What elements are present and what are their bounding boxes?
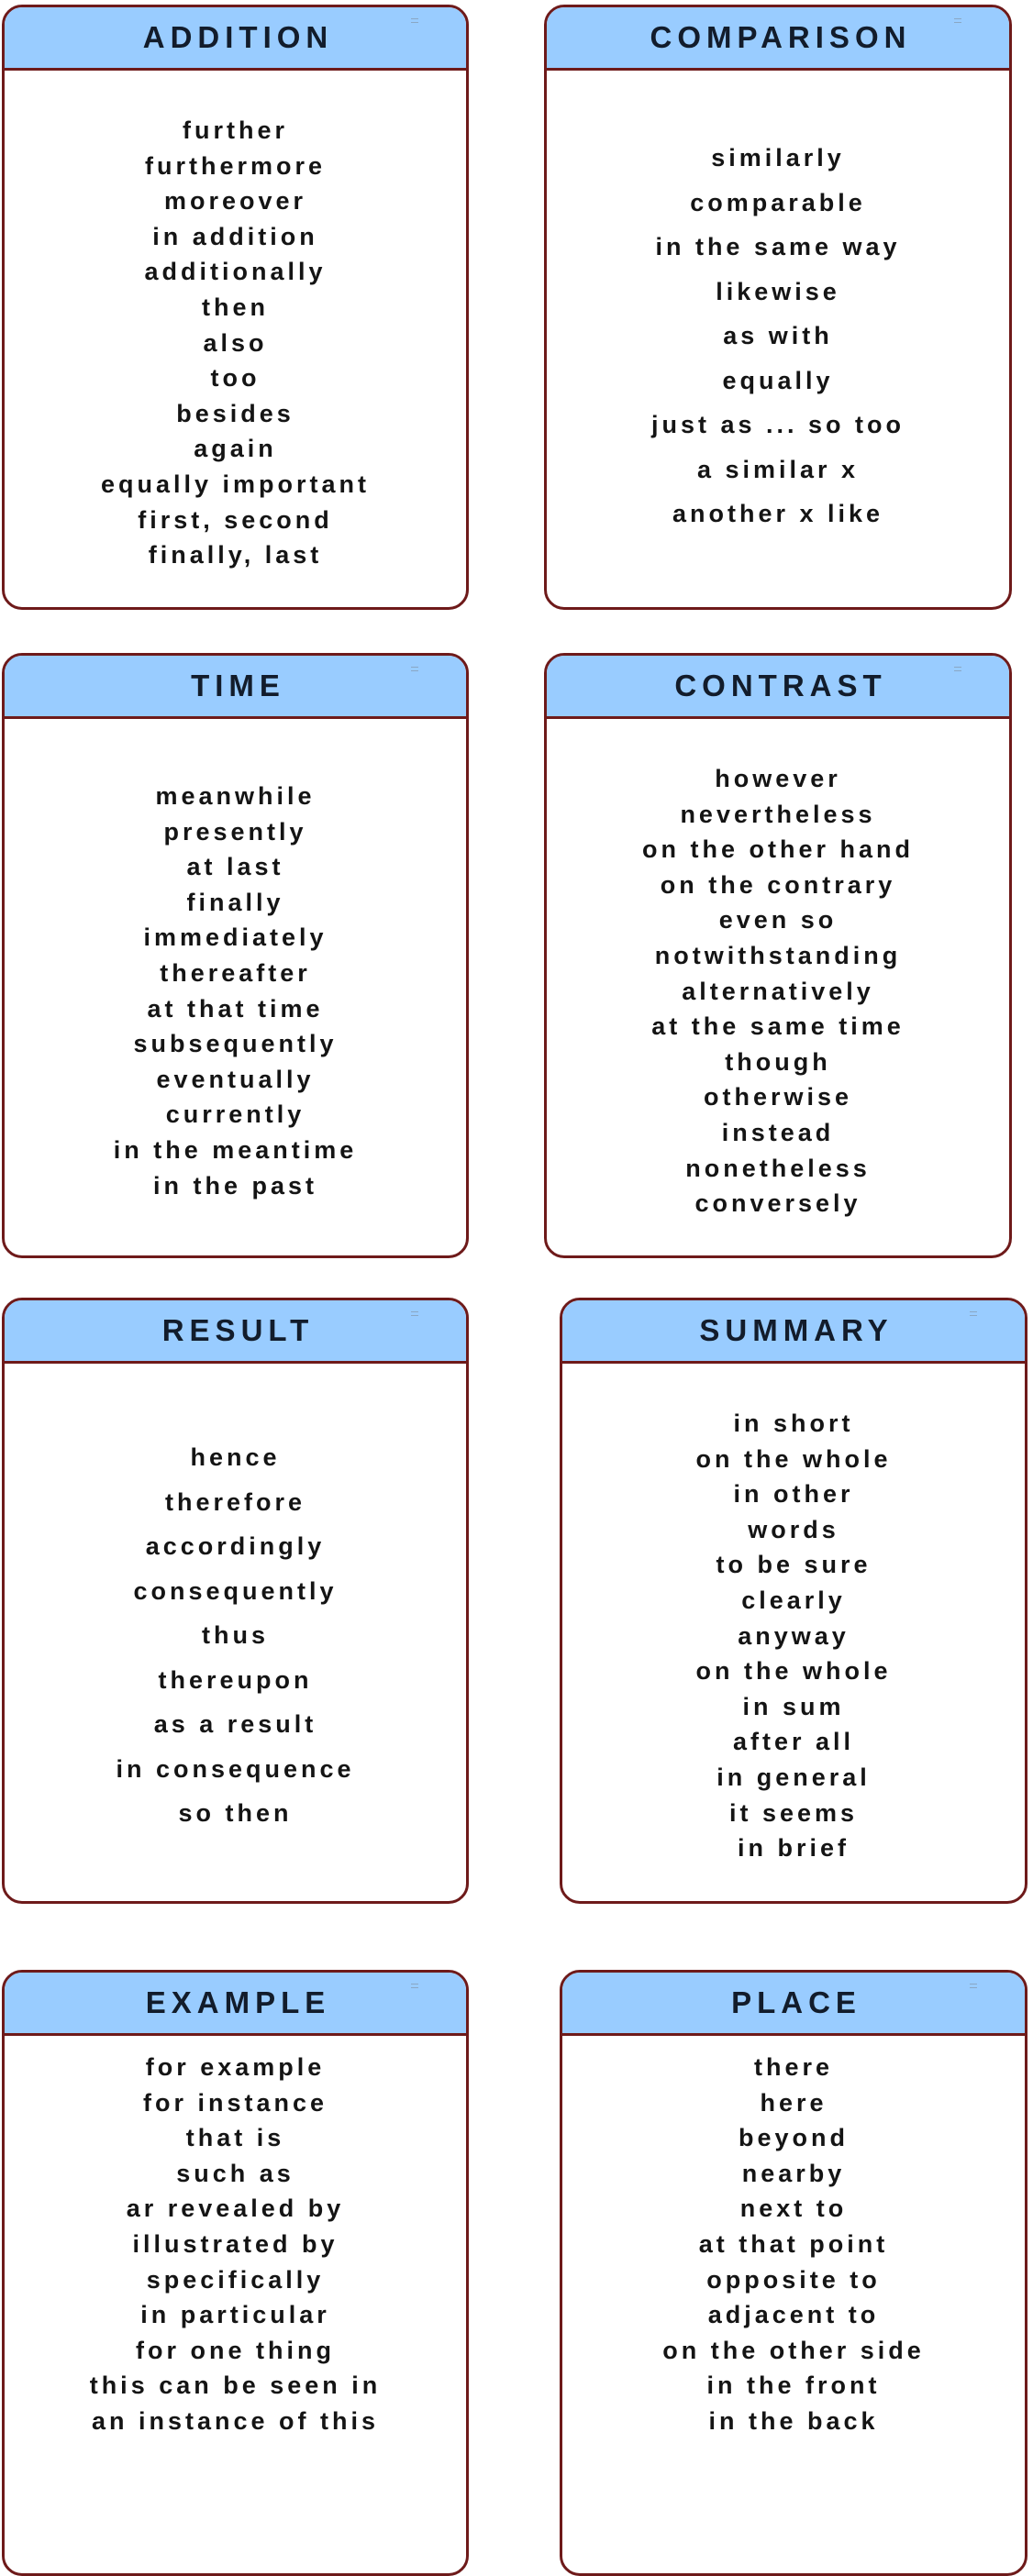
term: further bbox=[183, 116, 288, 144]
term-list bbox=[5, 779, 466, 1203]
card-time bbox=[2, 653, 469, 1258]
term: nearby bbox=[741, 2159, 846, 2187]
term: for one thing bbox=[136, 2336, 335, 2364]
term: at the same time bbox=[651, 1012, 905, 1041]
term: immediately bbox=[143, 923, 328, 952]
term: accordingly bbox=[145, 1532, 326, 1560]
term: notwithstanding bbox=[654, 941, 902, 969]
term: at that point bbox=[698, 2229, 889, 2258]
term: clearly bbox=[741, 1586, 846, 1614]
term-list bbox=[5, 2050, 466, 2439]
term: specifically bbox=[146, 2265, 325, 2294]
term: this can be seen in bbox=[89, 2371, 382, 2400]
term: an instance of this bbox=[91, 2406, 380, 2435]
term: moreover bbox=[163, 187, 307, 216]
term: alternatively bbox=[682, 977, 874, 1005]
term: on the other hand bbox=[642, 835, 914, 864]
term: for example bbox=[145, 2053, 326, 2081]
term-list bbox=[5, 1435, 466, 1836]
term: after all bbox=[732, 1728, 855, 1756]
card-header bbox=[5, 1973, 466, 2036]
corner-mark-icon bbox=[411, 667, 418, 671]
term: there bbox=[753, 2053, 834, 2081]
term: on the whole bbox=[695, 1657, 892, 1686]
term: here bbox=[760, 2088, 828, 2117]
card-addition bbox=[2, 5, 469, 610]
term: furthermore bbox=[144, 151, 327, 180]
card-header bbox=[562, 1300, 1025, 1364]
term: at last bbox=[186, 853, 284, 881]
term: at that time bbox=[147, 994, 324, 1023]
corner-mark-icon bbox=[970, 1311, 977, 1316]
term: in addition bbox=[152, 222, 318, 250]
card-place bbox=[560, 1970, 1027, 2576]
card-title: TIME bbox=[191, 669, 285, 702]
term: just as ... so too bbox=[650, 411, 905, 438]
corner-mark-icon bbox=[954, 667, 961, 671]
term: that is bbox=[185, 2124, 285, 2152]
term: in the meantime bbox=[113, 1135, 358, 1164]
term: besides bbox=[176, 399, 294, 427]
term: nonetheless bbox=[685, 1154, 871, 1182]
term: in consequence bbox=[116, 1754, 355, 1783]
term: equally bbox=[722, 366, 834, 394]
term: words bbox=[748, 1515, 839, 1543]
term: thereupon bbox=[158, 1665, 313, 1694]
term: in particular bbox=[140, 2301, 330, 2329]
card-title: RESULT bbox=[161, 1313, 315, 1347]
card-title: EXAMPLE bbox=[145, 1985, 331, 2019]
term: again bbox=[194, 435, 277, 463]
term: in brief bbox=[737, 1834, 850, 1863]
corner-mark-icon bbox=[970, 1984, 977, 1988]
term: additionally bbox=[144, 258, 327, 286]
term: equally important bbox=[100, 470, 371, 498]
term: conversely bbox=[694, 1189, 861, 1218]
term: a similar x bbox=[696, 455, 860, 483]
term: in general bbox=[716, 1763, 871, 1791]
card-title: PLACE bbox=[731, 1985, 861, 2019]
term: similarly bbox=[711, 144, 845, 171]
term-list bbox=[562, 2050, 1025, 2439]
term: too bbox=[210, 364, 261, 392]
term: as a result bbox=[153, 1710, 317, 1738]
term: adjacent to bbox=[707, 2301, 880, 2329]
card-title: COMPARISON bbox=[650, 20, 912, 54]
term: another x like bbox=[672, 500, 884, 527]
term: beyond bbox=[738, 2124, 849, 2152]
term: next to bbox=[739, 2195, 848, 2223]
term: meanwhile bbox=[155, 782, 316, 810]
card-header bbox=[5, 1300, 466, 1364]
term-list bbox=[547, 761, 1009, 1222]
term: thereafter bbox=[160, 958, 311, 987]
term: subsequently bbox=[133, 1030, 338, 1058]
card-header bbox=[5, 7, 466, 71]
term: illustrated by bbox=[132, 2229, 339, 2258]
term: in the back bbox=[708, 2406, 879, 2435]
term: in other bbox=[733, 1480, 854, 1509]
term: opposite to bbox=[706, 2265, 881, 2294]
card-title: SUMMARY bbox=[699, 1313, 894, 1347]
card-result bbox=[2, 1298, 469, 1904]
corner-mark-icon bbox=[411, 1311, 418, 1316]
term: anyway bbox=[738, 1621, 850, 1650]
term: though bbox=[725, 1047, 831, 1076]
term: for instance bbox=[142, 2088, 328, 2117]
term: nevertheless bbox=[680, 800, 876, 828]
corner-mark-icon bbox=[954, 18, 961, 23]
card-contrast bbox=[544, 653, 1012, 1258]
term: as with bbox=[723, 322, 833, 349]
term: finally bbox=[186, 888, 284, 916]
term: in short bbox=[733, 1410, 854, 1437]
card-header bbox=[562, 1973, 1025, 2036]
card-title: CONTRAST bbox=[674, 669, 887, 702]
term: therefore bbox=[164, 1487, 306, 1516]
term-list bbox=[5, 113, 466, 573]
term: presently bbox=[163, 817, 307, 846]
term: finally, last bbox=[148, 541, 323, 569]
term: comparable bbox=[690, 188, 866, 216]
term: hence bbox=[190, 1443, 281, 1471]
term: then bbox=[202, 293, 269, 321]
term-list bbox=[562, 1406, 1025, 1866]
term: so then bbox=[178, 1799, 293, 1827]
term: in sum bbox=[742, 1692, 845, 1720]
term: otherwise bbox=[703, 1083, 853, 1111]
term: on the contrary bbox=[660, 870, 896, 899]
term: to be sure bbox=[716, 1551, 872, 1579]
term: such as bbox=[176, 2159, 294, 2187]
card-summary bbox=[560, 1298, 1027, 1904]
term: even so bbox=[718, 906, 838, 934]
term-list bbox=[547, 136, 1009, 536]
term: in the front bbox=[706, 2371, 881, 2400]
term: in the past bbox=[152, 1171, 317, 1200]
term: it seems bbox=[728, 1798, 859, 1827]
term: first, second bbox=[138, 505, 333, 534]
term: instead bbox=[721, 1118, 835, 1146]
term: on the other side bbox=[662, 2336, 925, 2364]
term: currently bbox=[165, 1100, 305, 1129]
card-title: ADDITION bbox=[142, 20, 334, 54]
term: ar revealed by bbox=[126, 2195, 345, 2223]
card-header bbox=[5, 656, 466, 719]
term: consequently bbox=[133, 1576, 338, 1605]
term: eventually bbox=[156, 1065, 315, 1093]
card-comparison bbox=[544, 5, 1012, 610]
term: on the whole bbox=[695, 1444, 892, 1473]
corner-mark-icon bbox=[411, 1984, 418, 1988]
corner-mark-icon bbox=[411, 18, 418, 23]
card-header bbox=[547, 656, 1009, 719]
card-header bbox=[547, 7, 1009, 71]
card-example bbox=[2, 1970, 469, 2576]
term: in the same way bbox=[655, 233, 901, 260]
term: thus bbox=[202, 1621, 269, 1649]
term: however bbox=[715, 765, 841, 792]
term: also bbox=[203, 328, 268, 357]
term: likewise bbox=[716, 277, 840, 305]
